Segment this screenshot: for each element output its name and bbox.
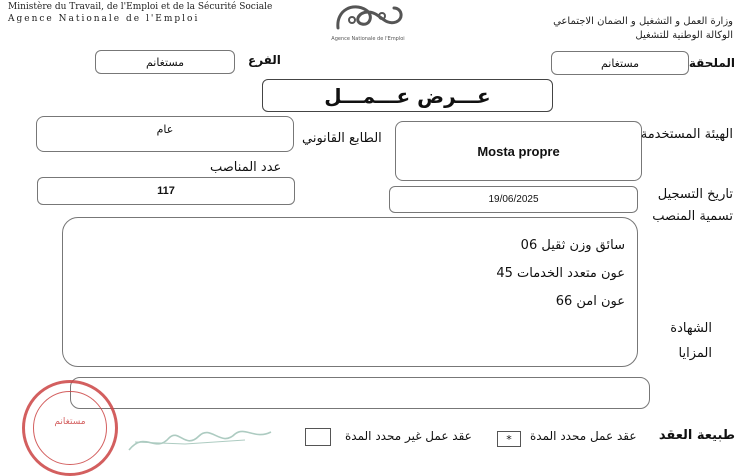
branch-field [95,50,235,74]
positions-value: 117 [157,185,175,197]
registration-date-value: 19/06/2025 [488,194,539,205]
contract-fixed-checkbox[interactable] [497,431,521,447]
annex-value: مستغانم [600,56,640,70]
contract-fixed-mark: * [506,432,512,446]
contract-type-label: طبيعة العقد [658,428,735,443]
legal-nature-label: الطابع القانوني [302,131,382,146]
ministry-name-fr: Ministère du Travail, de l'Emploi et de la Sécurité Sociale [8,2,273,12]
employer-value: Mosta propre [477,143,560,159]
logo-icon [318,0,418,34]
agency-logo [318,0,418,46]
registration-date-field [389,186,638,213]
agency-name-fr: Agence Nationale de l'Emploi [8,14,200,24]
legal-nature-field [36,116,294,152]
legal-nature-value: عام [156,123,174,136]
job-list [496,232,625,316]
agency-name-ar: الوكالة الوطنية للتشغيل [635,30,733,41]
employer-field [395,121,642,181]
agency-stamp [22,380,118,476]
job-item: سائق وزن ثقيل 06 [520,238,625,253]
registration-date-label: تاريخ التسجيل [657,187,733,202]
contract-fixed-label: عقد عمل محدد المدة [530,429,637,443]
certificate-label: الشهادة [670,321,712,336]
annex-label: الملحقة [688,56,735,70]
job-title-field [62,217,638,367]
job-item: عون متعدد الخدمات 45 [496,266,625,281]
job-item: عون امن 66 [555,294,625,309]
offer-title: عـــرض عـــمـــل [324,83,491,108]
contract-open-checkbox[interactable] [305,428,331,446]
logo-caption: Agence Nationale de l'Emploi [331,36,405,42]
signature-icon [125,420,275,460]
employer-label: الهيئة المستخدمة [640,127,733,142]
annex-field [551,51,689,75]
positions-label: عدد المناصب [210,160,282,175]
positions-field [37,177,295,205]
ministry-name-ar: وزارة العمل و التشغيل و الضمان الاجتماعي [553,16,733,27]
branch-value: مستغانم [145,55,185,69]
stamp-text: مستغانم [54,417,86,427]
contract-open-label: عقد عمل غير محدد المدة [345,429,472,443]
branch-label: الفرع [248,53,281,67]
benefits-label: المزايا [678,346,712,361]
benefits-field [70,377,650,409]
job-title-label: تسمية المنصب [652,209,733,224]
offer-title-box [262,79,553,112]
